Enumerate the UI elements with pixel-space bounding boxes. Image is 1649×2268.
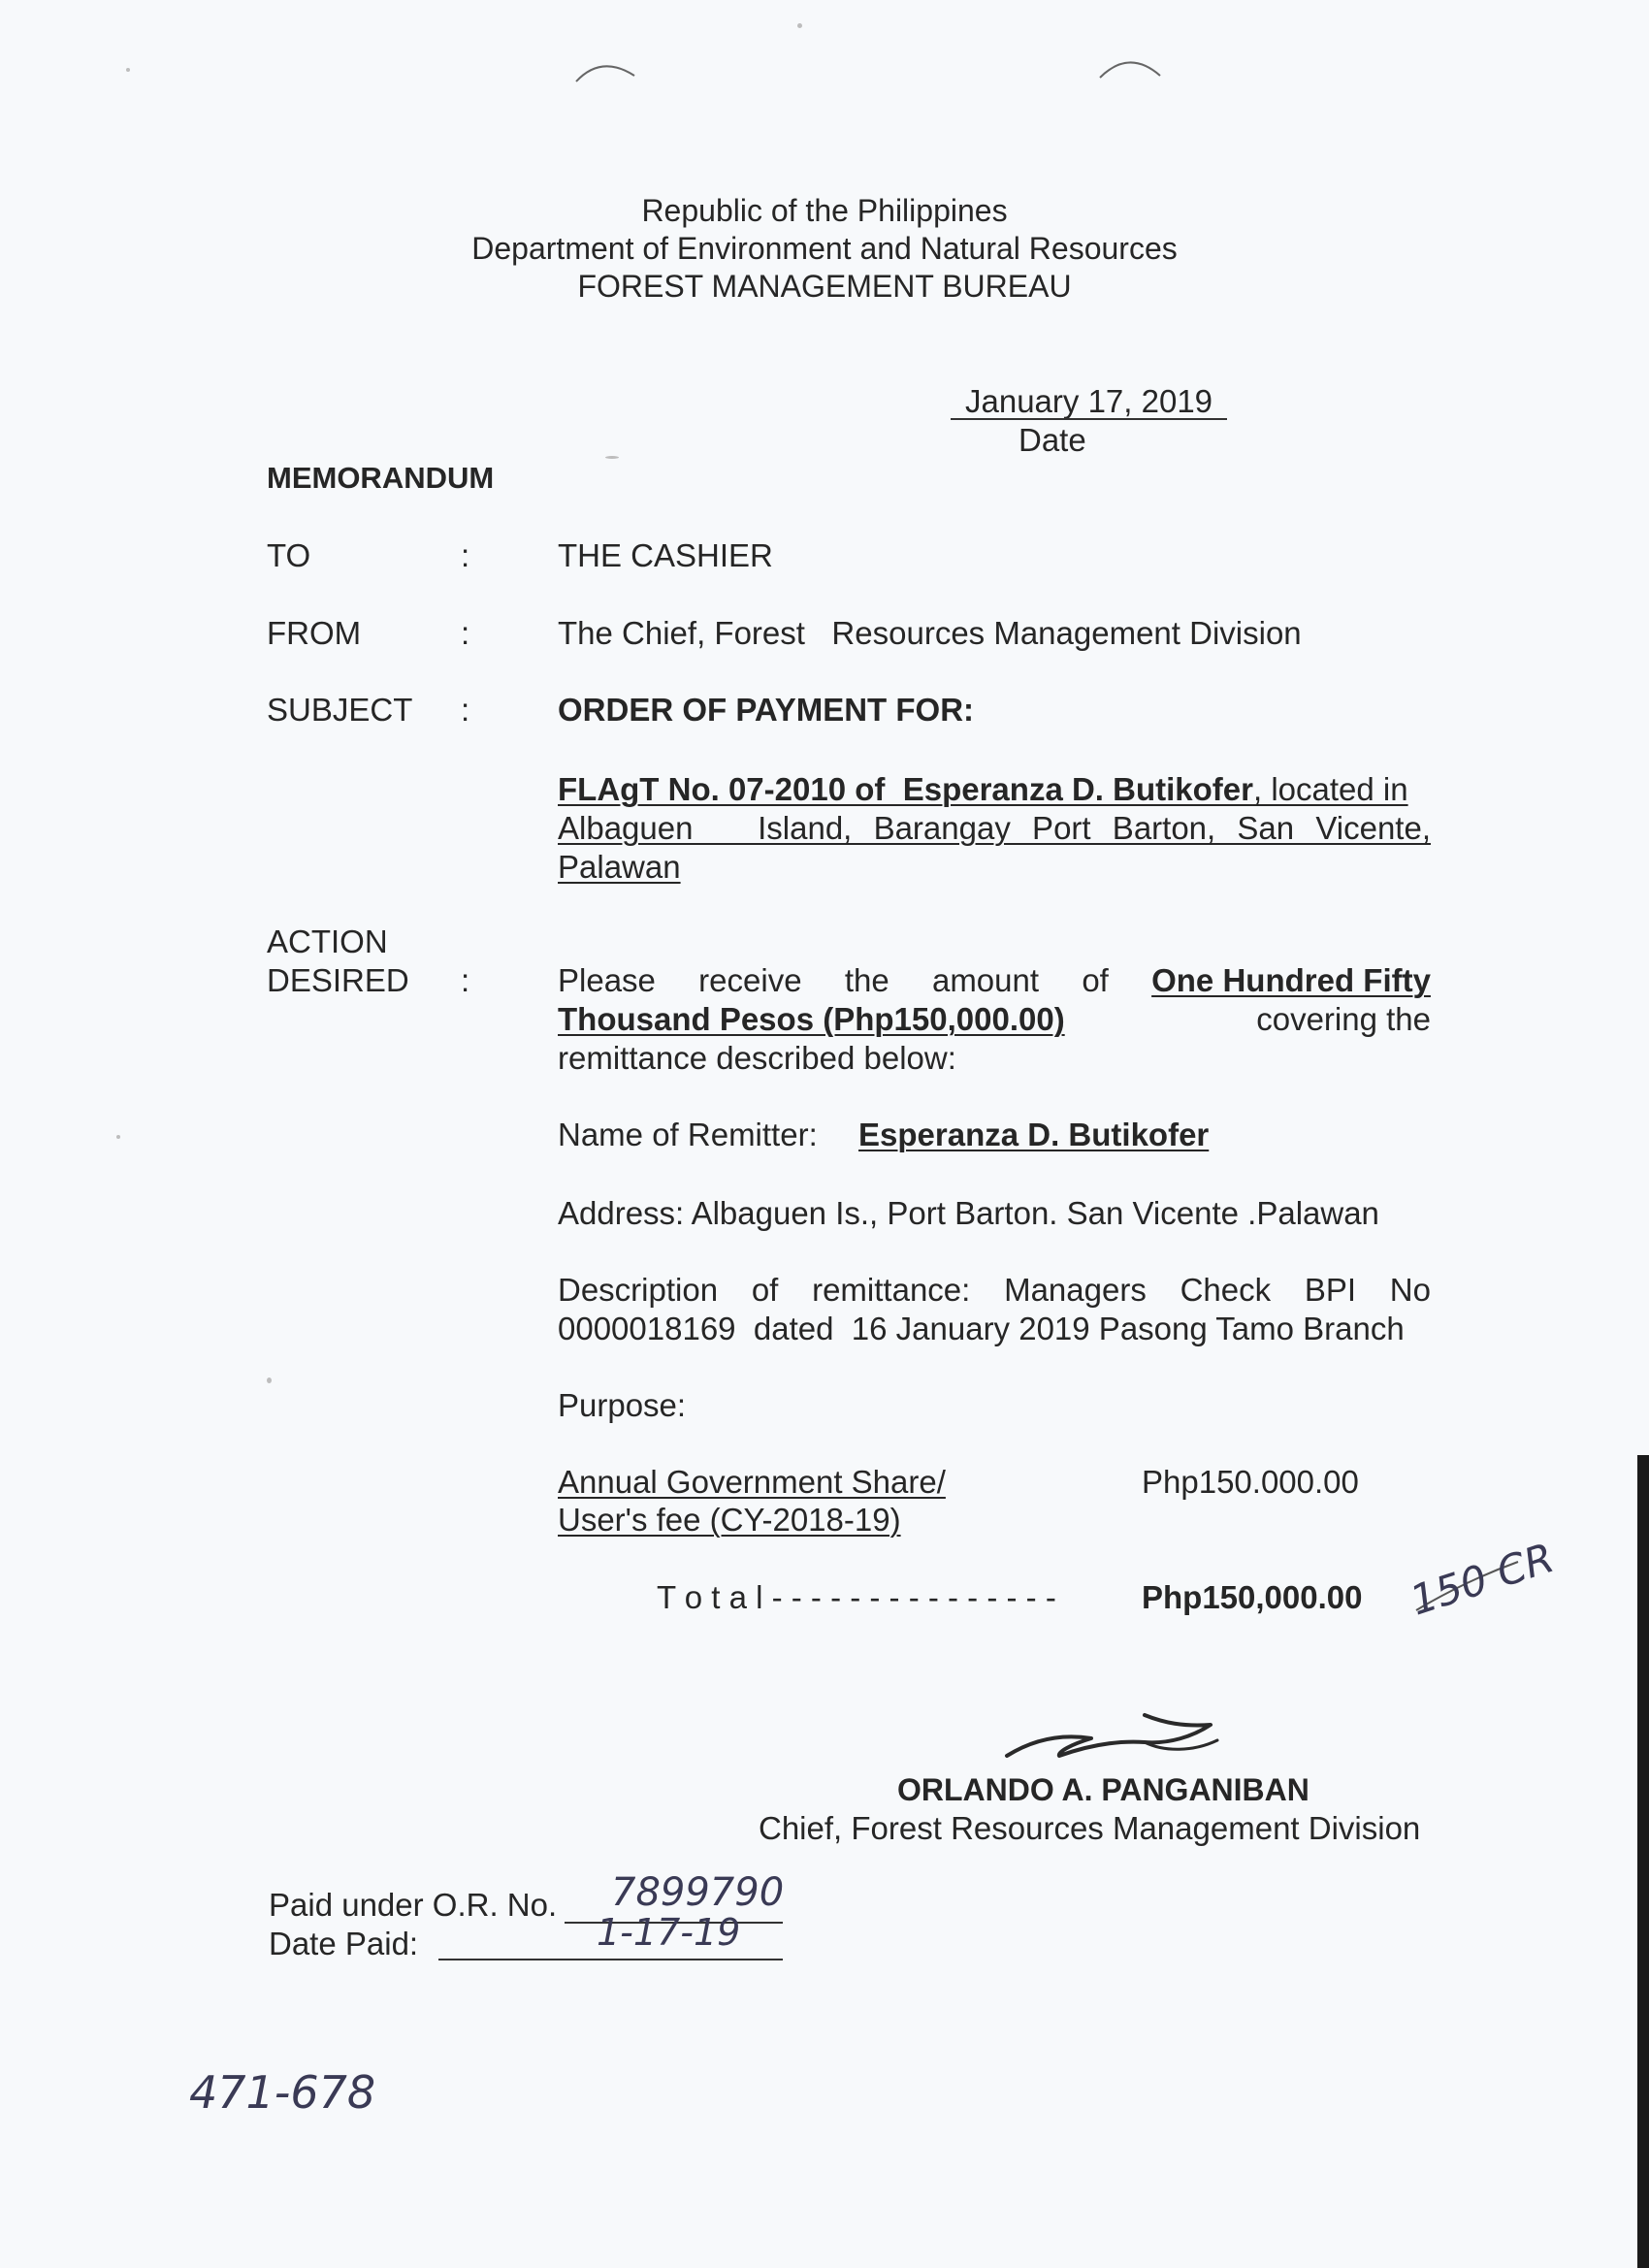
remitter-address: Address: Albaguen Is., Port Barton. San Vicente .Palawan (558, 1195, 1379, 1231)
subject-detail (558, 770, 1431, 887)
action-amount-words-1: One Hundred Fifty (1151, 962, 1431, 998)
action-word-of: of (1082, 962, 1109, 998)
scan-speck (267, 1377, 272, 1383)
to-value: THE CASHIER (558, 537, 773, 573)
letterhead-department: Department of Environment and Natural Resources (471, 231, 1178, 266)
scan-hole-mark-icon (572, 58, 640, 87)
from-value: The Chief, Forest Resources Management Division (558, 615, 1302, 651)
signatory-name: ORLANDO A. PANGANIBAN (897, 1772, 1310, 1807)
action-amount-words-2: Thousand Pesos (Php150,000.00) (558, 1001, 1065, 1037)
to-colon: : (461, 537, 470, 573)
subject-detail-line3: Palawan (558, 849, 681, 885)
from-label: FROM (267, 615, 362, 651)
date-paid-value: 1-17-19 (597, 1911, 741, 1954)
total-amount: Php150,000.00 (1142, 1579, 1363, 1615)
subject-detail-bold: FLAgT No. 07-2010 of Esperanza D. Butikofer (558, 771, 1253, 807)
purpose-item-amount: Php150.000.00 (1142, 1464, 1359, 1500)
date-paid-label: Date Paid: (269, 1926, 419, 1961)
action-word-receive: receive (698, 962, 802, 998)
signatory-title: Chief, Forest Resources Management Division (759, 1810, 1421, 1846)
or-number-value: 7899790 (611, 1870, 785, 1915)
scan-speck (605, 456, 619, 459)
date-underline (951, 418, 1227, 420)
purpose-item-line2: User's fee (CY-2018-19) (558, 1502, 901, 1538)
action-word-amount: amount (931, 962, 1040, 998)
subject-colon: : (461, 692, 470, 728)
action-line3: remittance described below: (558, 1040, 956, 1076)
letterhead (0, 192, 1649, 306)
purpose-item-line1: Annual Government Share/ (558, 1464, 946, 1500)
memo-date: January 17, 2019 (965, 383, 1213, 419)
scan-speck (126, 68, 130, 72)
action-paragraph (558, 961, 1431, 1078)
purpose-label: Purpose: (558, 1387, 687, 1423)
scan-hole-mark-icon (1096, 54, 1164, 83)
subject-value: ORDER OF PAYMENT FOR: (558, 692, 975, 728)
remitter-value: Esperanza D. Butikofer (858, 1117, 1210, 1152)
remitter-label: Name of Remitter: (558, 1117, 818, 1152)
bottom-handwritten-note: 471-678 (189, 2066, 376, 2119)
memo-title: MEMORANDUM (267, 461, 495, 495)
letterhead-country: Republic of the Philippines (641, 193, 1008, 228)
scan-speck (797, 23, 802, 28)
subject-label: SUBJECT (267, 692, 413, 728)
action-label-2: DESIRED (267, 962, 409, 998)
or-number-label: Paid under O.R. No. (269, 1887, 558, 1923)
action-word-the: the (844, 962, 889, 998)
margin-note: 150 CR (1405, 1534, 1560, 1625)
remittance-description-line2: 0000018169 dated 16 January 2019 Pasong Tamo Branch (558, 1311, 1405, 1346)
action-line2-plain: covering the (1256, 1001, 1431, 1037)
from-colon: : (461, 615, 470, 651)
letterhead-bureau: FOREST MANAGEMENT BUREAU (577, 269, 1072, 304)
subject-detail-line2: Albaguen Island, Barangay Port Barton, San Vicente, (558, 810, 1431, 846)
scan-speck (116, 1135, 120, 1139)
action-word-please: Please (558, 962, 656, 998)
date-label: Date (1018, 422, 1086, 458)
action-colon: : (461, 962, 470, 998)
to-label: TO (267, 537, 311, 573)
remittance-description-line1: Description of remittance: Managers Check BPI No (558, 1272, 1431, 1308)
total-label: T o t a l - - - - - - - - - - - - - - - (657, 1579, 1056, 1615)
subject-detail-line1: , located in (1252, 771, 1408, 807)
scan-edge-shadow (1637, 1455, 1649, 2268)
date-paid-underline (438, 1959, 783, 1960)
remittance-description (558, 1271, 1431, 1348)
action-label-1: ACTION (267, 923, 388, 959)
